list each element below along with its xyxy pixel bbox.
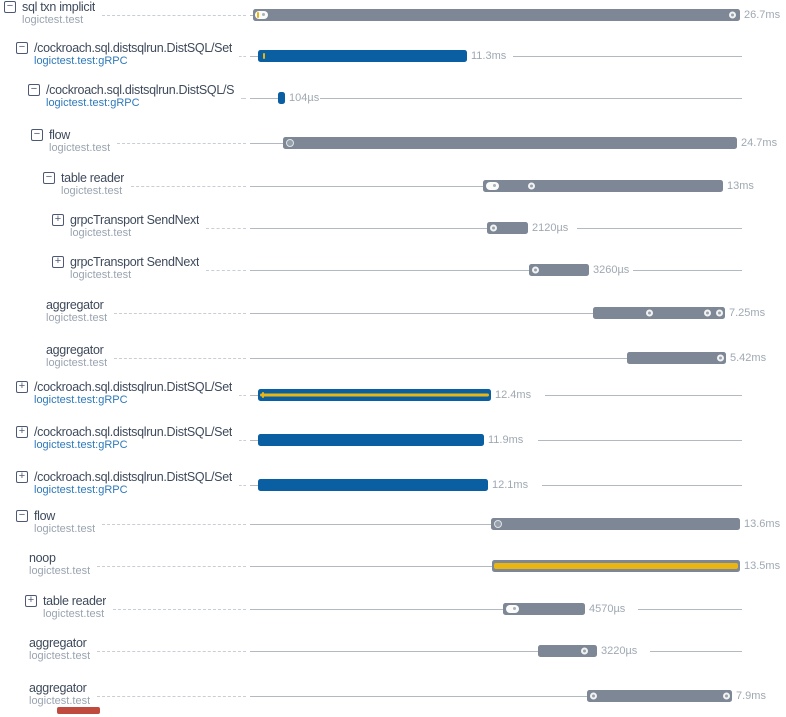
leader-dashed-line [113,594,246,610]
span-duration-bar[interactable] [491,518,740,530]
span-label-block [43,171,250,197]
span-labels [34,41,232,67]
duration-label: 3260µs [593,264,630,276]
span-duration-bar[interactable] [483,180,723,192]
timeline-trail-line [513,56,742,57]
timeline-lead-line [250,186,483,187]
span-labels [29,636,90,662]
timeline-lead-line [250,270,529,271]
timeline-trail-line [545,395,742,396]
span-subtitle: logictest.test [22,14,84,26]
span-title: /cockroach.sql.distsqlrun.DistSQL/Set [34,425,233,439]
leader-dashed-line [239,380,246,396]
span-label-block [25,594,250,620]
yellow-stripe [494,563,738,569]
span-labels [34,509,95,535]
span-subtitle: logictest.test [49,142,111,154]
span-duration-bar[interactable] [538,645,597,657]
event-marker-dot [581,648,588,655]
trace-row[interactable] [0,83,786,119]
duration-label: 13.6ms [744,518,781,530]
timeline-lead-line [250,313,593,314]
span-labels [70,255,199,281]
span-labels [34,380,232,406]
span-label-block [46,298,250,324]
span-labels [46,343,107,369]
span-subtitle-grpc-link[interactable]: logictest.test:gRPC [34,55,128,67]
expand-icon[interactable]: + [52,214,64,226]
duration-label: 26.7ms [744,9,781,21]
leader-dashed-line [239,425,246,441]
span-labels [34,425,232,451]
span-labels [46,298,107,324]
span-subtitle-grpc-link[interactable]: logictest.test:gRPC [34,439,128,451]
leader-dashed-line [131,171,246,187]
event-marker-ytick [262,392,264,398]
event-marker-dot [528,183,535,190]
span-title: /cockroach.sql.distsqlrun.DistSQL/Set [34,380,233,394]
event-marker-dot [590,693,597,700]
event-marker-dot [729,12,736,19]
leader-dashed-line [102,0,246,16]
span-subtitle: logictest.test [70,269,132,281]
span-labels [34,470,232,496]
trace-row[interactable] [0,343,786,379]
span-labels [29,681,90,707]
leader-dashed-line [114,343,246,359]
trace-row[interactable] [0,171,786,207]
span-duration-bar[interactable] [253,9,740,21]
span-label-block [16,470,250,496]
leader-dashed-line [97,681,246,697]
event-marker-dot [646,310,653,317]
timeline-lead-line [250,696,587,697]
leader-dashed-line [114,298,246,314]
span-title: /cockroach.sql.distsqlrun.DistSQL/S [46,83,235,97]
span-subtitle: logictest.test [46,312,108,324]
duration-label: 12.4ms [495,389,532,401]
leader-dashed-line [117,128,246,144]
span-duration-bar[interactable] [627,352,726,364]
span-title: sql txn implicit [22,0,95,14]
trace-row[interactable] [0,470,786,506]
span-labels [61,171,124,197]
span-label-block [16,425,250,451]
span-label-block [4,0,250,26]
collapse-icon[interactable]: − [28,84,40,96]
trace-row[interactable] [0,0,786,36]
trace-row[interactable] [0,213,786,249]
span-duration-bar[interactable] [278,92,285,104]
trace-row[interactable] [0,41,786,77]
span-title: aggregator [29,636,87,650]
span-duration-bar[interactable] [258,389,491,401]
timeline-lead-line [250,440,258,441]
timeline-trail-line [650,651,742,652]
event-marker-dot [717,355,724,362]
span-subtitle: logictest.test [43,608,105,620]
span-label-block [29,681,250,707]
yellow-stripe [260,394,489,397]
trace-row[interactable] [0,509,786,545]
event-marker-dot [490,225,497,232]
timeline-lead-line [250,228,487,229]
leader-dashed-line [241,83,246,99]
duration-label: 13.5ms [744,560,781,572]
duration-label: 5.42ms [730,352,767,364]
leader-dashed-line [239,470,246,486]
span-label-block [28,83,250,109]
collapse-icon[interactable]: − [43,172,55,184]
timeline-trail-line [638,609,742,610]
span-subtitle: logictest.test [61,185,123,197]
event-marker-dot [716,310,723,317]
timeline-lead-line [250,609,503,610]
cutoff-red-bar [57,707,100,714]
span-subtitle: logictest.test [29,695,91,707]
trace-row[interactable] [0,681,786,717]
span-labels [43,594,106,620]
trace-row[interactable] [0,128,786,164]
expand-icon[interactable]: + [25,595,37,607]
duration-label: 7.9ms [736,690,766,702]
span-labels [22,0,95,26]
duration-label: 11.3ms [471,50,507,62]
duration-label: 13ms [727,180,754,192]
duration-label: 4570µs [589,603,626,615]
span-title: /cockroach.sql.distsqlrun.DistSQL/Set [34,41,233,55]
span-title: noop [29,551,56,565]
leader-dashed-line [97,636,246,652]
collapse-icon[interactable]: − [16,510,28,522]
trace-row[interactable] [0,594,786,630]
span-title: grpcTransport SendNext [70,213,200,227]
leader-dashed-line [239,41,246,57]
leader-dashed-line [206,213,246,229]
span-duration-bar[interactable] [492,560,740,572]
duration-label: 104µs [289,92,320,104]
span-title: table reader [61,171,125,185]
duration-label: 7.25ms [729,307,766,319]
span-subtitle-grpc-link[interactable]: logictest.test:gRPC [34,394,128,406]
timeline-trail-line [538,440,742,441]
span-label-block [16,41,250,67]
expand-icon[interactable]: + [16,381,28,393]
span-duration-bar[interactable] [258,479,488,491]
span-title: flow [49,128,71,142]
span-title: aggregator [29,681,87,695]
event-marker-dot [723,693,730,700]
span-title: flow [34,509,56,523]
span-duration-bar[interactable] [258,50,467,62]
trace-row[interactable] [0,636,786,672]
trace-row[interactable] [0,380,786,416]
trace-row[interactable] [0,255,786,291]
span-label-block [31,128,250,154]
span-subtitle: logictest.test [29,565,91,577]
event-marker-gdot [494,520,502,528]
span-subtitle: logictest.test [29,650,91,662]
collapse-icon[interactable]: − [31,129,43,141]
timeline-lead-line [250,56,258,57]
timeline-trail-line [577,228,742,229]
span-title: /cockroach.sql.distsqlrun.DistSQL/Set [34,470,233,484]
span-subtitle: logictest.test [34,523,96,535]
span-title: aggregator [46,298,104,312]
timeline-lead-line [250,651,538,652]
timeline-lead-line [250,395,258,396]
collapse-icon[interactable]: − [16,42,28,54]
expand-icon[interactable]: + [16,471,28,483]
span-duration-bar[interactable] [283,137,737,149]
timeline-trail-line [542,485,742,486]
expand-icon[interactable]: + [52,256,64,268]
span-title: grpcTransport SendNext [70,255,200,269]
span-duration-bar[interactable] [587,690,732,702]
span-subtitle-grpc-link[interactable]: logictest.test:gRPC [46,97,140,109]
span-label-block [29,551,250,577]
event-marker-pill [486,182,499,190]
event-marker-ytick [257,12,259,18]
leader-dashed-line [97,551,246,567]
trace-row[interactable] [0,551,786,587]
span-labels [70,213,199,239]
timeline-lead-line [250,566,492,567]
duration-label: 11.9ms [488,434,524,446]
span-subtitle: logictest.test [70,227,132,239]
timeline-lead-line [250,358,627,359]
timeline-lead-line [250,524,491,525]
leader-dashed-line [206,255,246,271]
timeline-lead-line [250,143,283,144]
event-marker-dot [532,267,539,274]
timeline-lead-line [250,485,258,486]
duration-label: 12.1ms [492,479,529,491]
span-labels [46,83,234,109]
duration-label: 24.7ms [741,137,778,149]
span-subtitle: logictest.test [46,357,108,369]
event-marker-ytick [263,53,265,59]
timeline-lead-line [250,98,278,99]
expand-icon[interactable]: + [16,426,28,438]
timeline-trail-line [320,98,742,99]
duration-label: 2120µs [532,222,569,234]
span-labels [29,551,90,577]
event-marker-pill [506,605,519,613]
event-marker-dot [704,310,711,317]
span-label-block [46,343,250,369]
span-label-block [52,213,250,239]
span-title: table reader [43,594,107,608]
leader-dashed-line [102,509,246,525]
span-label-block [29,636,250,662]
span-label-block [16,509,250,535]
collapse-icon[interactable]: − [4,1,16,13]
span-label-block [16,380,250,406]
span-duration-bar[interactable] [258,434,484,446]
span-subtitle-grpc-link[interactable]: logictest.test:gRPC [34,484,128,496]
trace-row[interactable] [0,425,786,461]
event-marker-gdot [286,139,294,147]
span-title: aggregator [46,343,104,357]
timeline-trail-line [633,270,742,271]
duration-label: 3220µs [601,645,638,657]
span-label-block [52,255,250,281]
trace-row[interactable] [0,298,786,334]
span-labels [49,128,110,154]
